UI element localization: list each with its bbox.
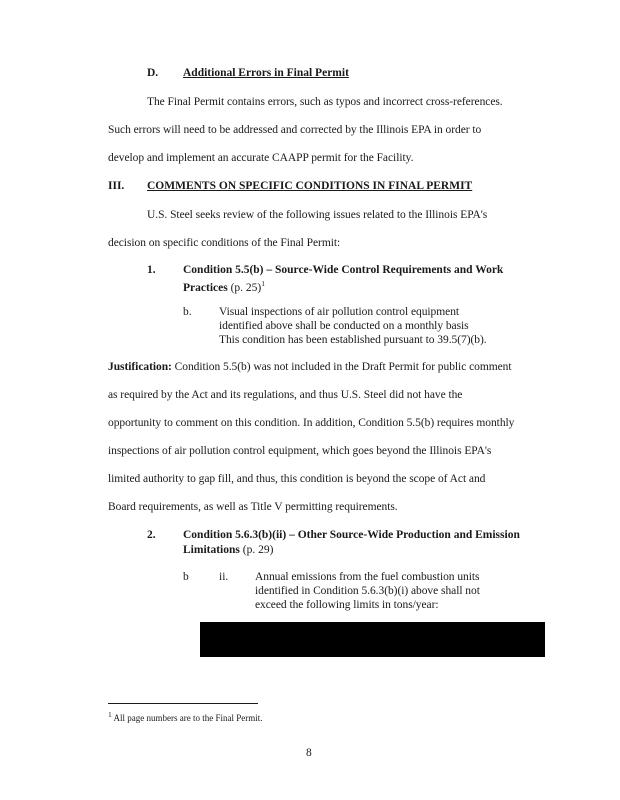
section-iii-numeral: III. — [108, 180, 125, 192]
item-2-title-line-1: Condition 5.6.3(b)(ii) – Other Source-Wide Production and Emission — [183, 529, 520, 541]
item-2-title-bold: Limitations — [183, 544, 240, 556]
section-d-letter: D. — [147, 67, 159, 79]
section-d-line-3: develop and implement an accurate CAAPP permit for the Facility. — [108, 152, 414, 164]
section-iii-heading: COMMENTS ON SPECIFIC CONDITIONS IN FINAL PERMIT — [147, 180, 473, 192]
item-1-sub-line-3: This condition has been established pursuant to 39.5(7)(b). — [219, 334, 487, 346]
justification-label: Justification: — [108, 361, 172, 373]
item-1-title-line-1: Condition 5.5(b) – Source-Wide Control Requirements and Work — [183, 264, 504, 276]
item-2-sub-line-2: identified in Condition 5.6.3(b)(i) above shall not — [255, 585, 480, 597]
item-2-number: 2. — [147, 529, 156, 541]
section-iii-line-1: U.S. Steel seeks review of the following issues related to the Illinois EPA's — [147, 209, 488, 221]
footnote-text: All page numbers are to the Final Permit. — [111, 713, 263, 723]
footnote-ref-1[interactable]: 1 — [261, 279, 265, 288]
justification-line-5: limited authority to gap fill, and thus, this condition is beyond the scope of Act and — [108, 473, 486, 485]
item-2-sub-line-3: exceed the following limits in tons/year: — [255, 599, 439, 611]
justification-line-2: as required by the Act and its regulations, and thus U.S. Steel did not have the — [108, 389, 463, 401]
item-1-sub-line-1: Visual inspections of air pollution control equipment — [219, 306, 460, 318]
section-iii-line-2: decision on specific conditions of the Final Permit: — [108, 237, 341, 249]
item-2-sub-roman: ii. — [219, 571, 229, 583]
section-d-line-1: The Final Permit contains errors, such as typos and incorrect cross-references. — [147, 96, 503, 108]
footnote-divider — [108, 703, 258, 704]
item-2-sub-line-1: Annual emissions from the fuel combustion units — [255, 571, 480, 583]
item-1-sub-letter: b. — [183, 306, 192, 318]
item-1-title-line-2 — [183, 279, 265, 294]
item-2-title-line-2 — [183, 544, 273, 556]
justification-line-6: Board requirements, as well as Title V permitting requirements. — [108, 501, 398, 513]
item-1-number: 1. — [147, 264, 156, 276]
footnote-marker: 1 — [108, 710, 112, 719]
item-2-sub-letter: b — [183, 571, 189, 583]
justification-line-4: inspections of air pollution control equipment, which goes beyond the Illinois EPA's — [108, 445, 492, 457]
footnote — [108, 710, 262, 723]
item-1-title-bold: Practices — [183, 281, 228, 294]
item-1-sub-line-2: identified above shall be conducted on a monthly basis — [219, 320, 469, 332]
justification-line-3: opportunity to comment on this condition. In addition, Condition 5.5(b) requires monthly — [108, 417, 515, 429]
redaction-block — [200, 622, 545, 657]
justification-line-1: Justification: Condition 5.5(b) was not included in the Draft Permit for public comment — [108, 361, 512, 373]
item-1-page-ref: (p. 25) — [227, 281, 262, 294]
section-d-heading: Additional Errors in Final Permit — [183, 67, 349, 79]
page-number: 8 — [306, 747, 312, 759]
section-d-line-2: Such errors will need to be addressed and corrected by the Illinois EPA in order to — [108, 124, 482, 136]
item-2-page-ref: (p. 29) — [239, 544, 274, 556]
